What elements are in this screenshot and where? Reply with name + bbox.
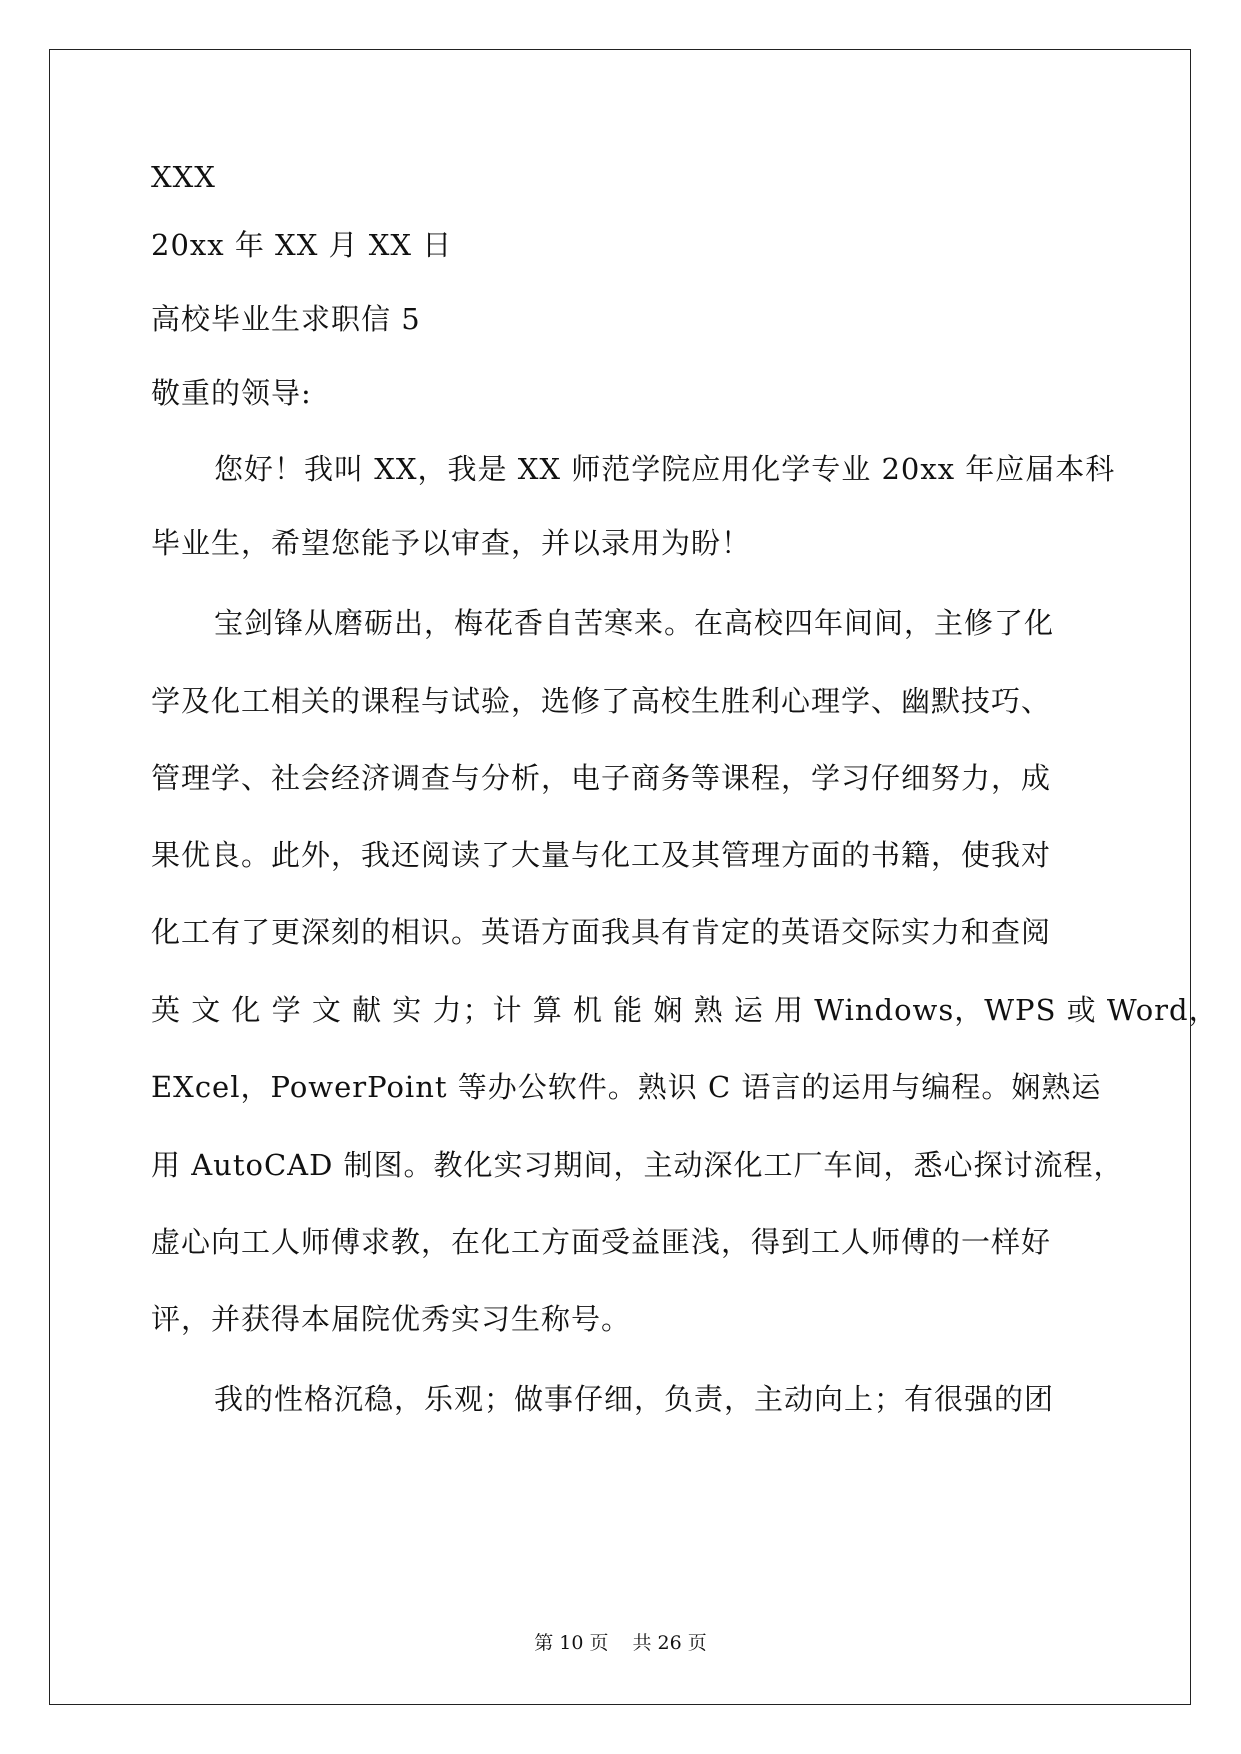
paragraph-2-line-10: 评，并获得本届院优秀实习生称号。 [151, 1302, 632, 1336]
paragraph-2-line-4: 果优良。此外，我还阅读了大量与化工及其管理方面的书籍，使我对 [151, 838, 1052, 872]
letter-date: 20xx 年 XX 月 XX 日 [151, 228, 453, 262]
page-number: 第 10 页 [534, 1632, 609, 1654]
paragraph-2-line-7: EXcel，PowerPoint 等办公软件。熟识 C 语言的运用与编程。娴熟运 [151, 1070, 1102, 1104]
letter-title: 高校毕业生求职信 5 [151, 302, 421, 336]
paragraph-3-line-1: 我的性格沉稳，乐观；做事仔细，负责，主动向上；有很强的团 [214, 1382, 1055, 1416]
paragraph-2-line-3: 管理学、社会经济调查与分析，电子商务等课程，学习仔细努力，成 [151, 761, 1052, 795]
paragraph-2-line-5: 化工有了更深刻的相识。英语方面我具有肯定的英语交际实力和查阅 [151, 915, 1052, 949]
paragraph-2-line-1: 宝剑锋从磨砺出，梅花香自苦寒来。在高校四年间间，主修了化 [214, 606, 1055, 640]
salutation: 敬重的领导: [151, 376, 312, 410]
page-border [49, 49, 1191, 1705]
paragraph-2-line-6: 英 文 化 学 文 献 实 力；计 算 机 能 娴 熟 运 用 Windows，WPS 或 Word， [151, 993, 1219, 1027]
paragraph-2-line-9: 虚心向工人师傅求教，在化工方面受益匪浅，得到工人师傅的一样好 [151, 1225, 1052, 1259]
page-footer [0, 1630, 1241, 1656]
page-total: 共 26 页 [632, 1632, 707, 1654]
paragraph-2-line-2: 学及化工相关的课程与试验，选修了高校生胜利心理学、幽默技巧、 [151, 684, 1052, 718]
signature-name: XXX [151, 160, 216, 194]
paragraph-1-line-1: 您好！我叫 XX，我是 XX 师范学院应用化学专业 20xx 年应届本科 [214, 452, 1116, 486]
paragraph-2-line-8: 用 AutoCAD 制图。教化实习期间，主动深化工厂车间，悉心探讨流程， [151, 1148, 1124, 1182]
paragraph-1-line-2: 毕业生，希望您能予以审查，并以录用为盼！ [151, 526, 752, 560]
